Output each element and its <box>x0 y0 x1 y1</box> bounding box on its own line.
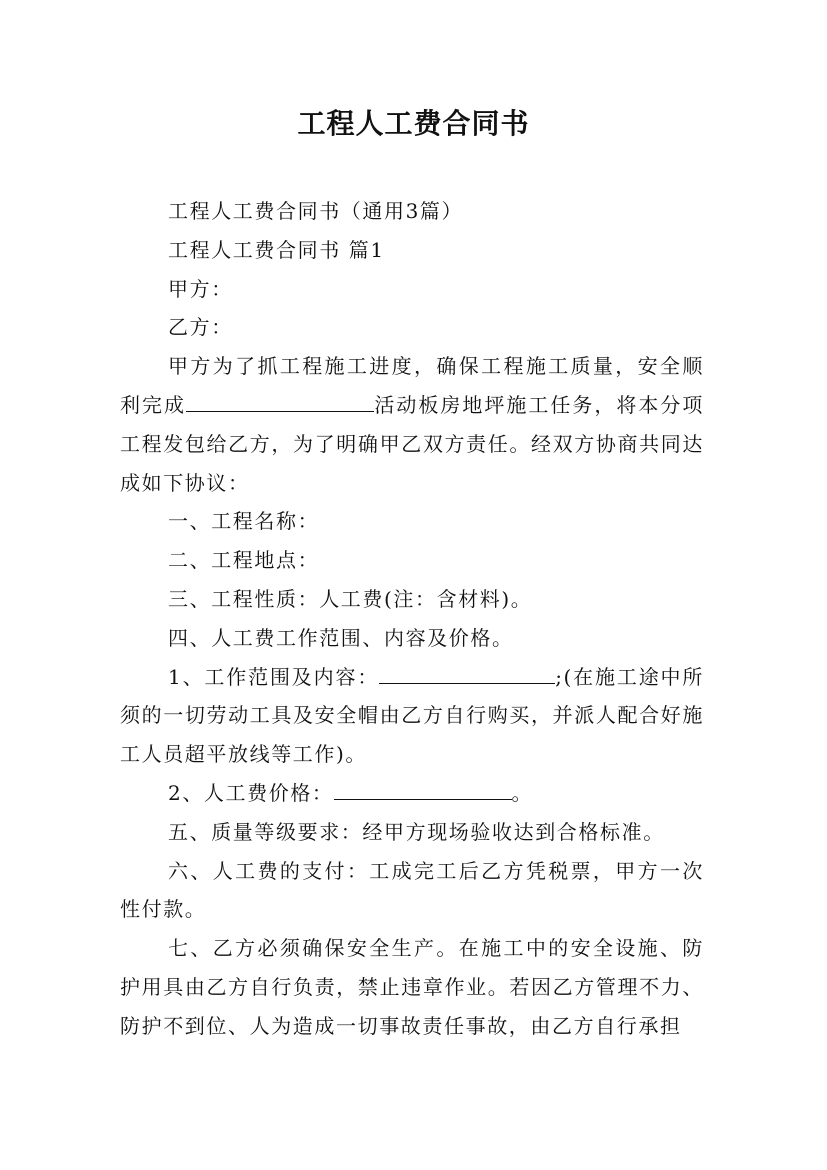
paragraph-project-location: 二、工程地点： <box>168 548 320 573</box>
paragraph-price <box>120 774 704 813</box>
paragraph-quality: 五、质量等级要求：经甲方现场验收达到合格标准。 <box>168 819 665 844</box>
document-body <box>120 192 704 1046</box>
paragraph-party-a: 甲方： <box>168 276 233 301</box>
paragraph-project-nature: 三、工程性质：人工费(注：含材料)。 <box>168 586 533 611</box>
paragraph-scope-content <box>120 658 704 774</box>
paragraph-intro <box>120 347 704 502</box>
paragraph-project-name: 一、工程名称： <box>168 509 320 534</box>
blank-line <box>334 779 512 800</box>
paragraph-scope-label: 1、工作范围及内容： <box>168 664 380 689</box>
paragraph-party-b: 乙方： <box>168 315 233 340</box>
paragraph-scope-rest: ;(在施工途中所须的一切劳动工具及安全帽由乙方自行购买，并派人配合好施工人员超平放线等工作)。 <box>120 664 704 767</box>
paragraph-scope-heading: 四、人工费工作范围、内容及价格。 <box>168 625 514 650</box>
blank-line <box>186 391 374 412</box>
document-title: 工程人工费合同书 <box>297 107 530 140</box>
paragraph-intro-start: 甲方为了抓工程施工进度，确保工程施工质量，安全顺利完成 <box>120 354 704 417</box>
paragraph-subtitle: 工程人工费合同书（通用3篇） <box>168 199 464 223</box>
paragraph-section-heading: 工程人工费合同书 篇1 <box>168 237 385 262</box>
blank-line <box>379 663 555 684</box>
paragraph-price-end: 。 <box>511 780 534 805</box>
paragraph-safety: 七、乙方必须确保安全生产。在施工中的安全设施、防护用具由乙方自行负责，禁止违章作业。若因乙方管理不力、防护不到位、人为造成一切事故责任事故，由乙方自行承担 <box>120 936 704 1038</box>
paragraph-price-label: 2、人工费价格： <box>168 780 334 805</box>
paragraph-payment: 六、人工费的支付：工成完工后乙方凭税票，甲方一次性付款。 <box>120 858 704 922</box>
paragraph-intro-end: 活动板房地坪施工任务，将本分项工程发包给乙方，为了明确甲乙双方责任。经双方协商共同达成如下协议： <box>120 392 704 495</box>
